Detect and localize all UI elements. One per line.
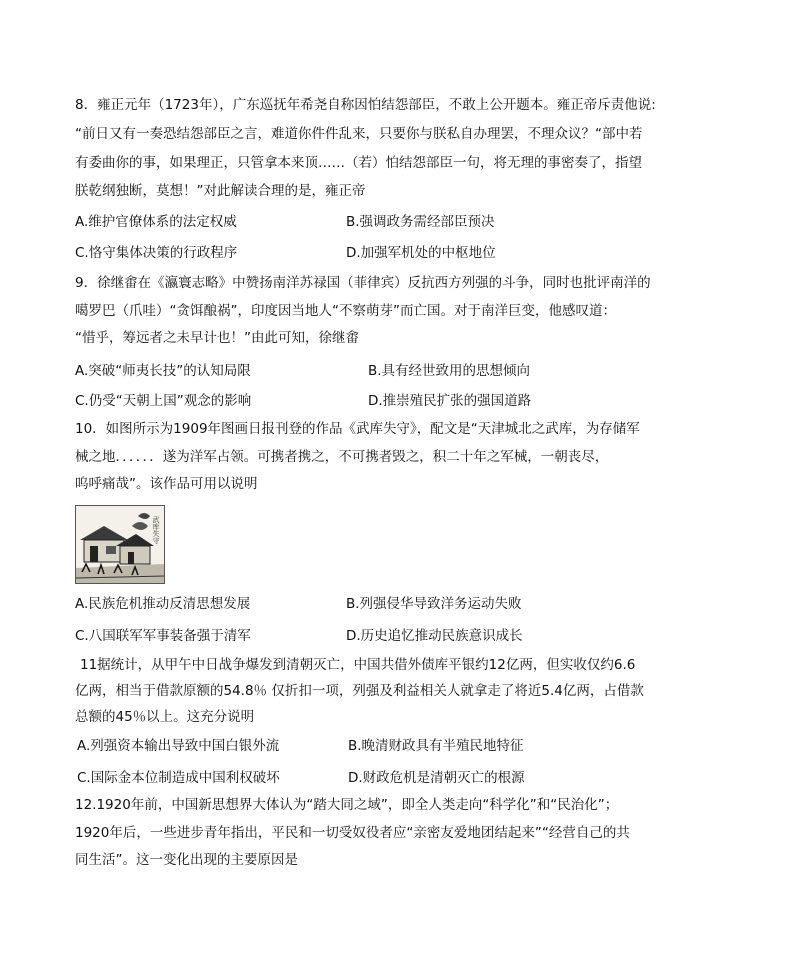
q8-option-a[interactable]: A.维护官僚体系的法定权威 xyxy=(75,214,237,230)
q9-line-3: “惜乎，筹远者之未早计也！”由此可知，徐继畬 xyxy=(75,330,359,346)
q11-line-1: 11据统计，从甲午中日战争爆发到清朝灭亡，中国共借外债库平银约12亿两，但实收仅约6.6 xyxy=(80,657,636,673)
q10-option-b[interactable]: B.列强侵华导致洋务运动失败 xyxy=(346,596,522,612)
ink-drawing-image xyxy=(76,506,164,583)
q11-option-b[interactable]: B.晚清财政具有半殖民地特征 xyxy=(348,738,524,754)
q9-line-1: 9．徐继畬在《瀛寰志略》中赞扬南洋苏禄国（菲律宾）反抗西方列强的斗争，同时也批评南洋的 xyxy=(75,275,651,291)
q10-option-a[interactable]: A.民族危机推动反清思想发展 xyxy=(75,596,251,612)
q11-line-3: 总额的45％以上。这充分说明 xyxy=(75,709,255,725)
q12-line-3: 同生活”。这一变化出现的主要原因是 xyxy=(75,852,298,868)
q8-option-b[interactable]: B.强调政务需经部臣预决 xyxy=(346,214,495,230)
q10-option-d[interactable]: D.历史追忆推动民族意识成长 xyxy=(346,628,523,644)
q11-option-d[interactable]: D.财政危机是清朝灭亡的根源 xyxy=(348,770,525,786)
q8-line-3: 有委曲你的事，如果理正，只管拿本来顶……（若）怕结怨部臣一句，将无理的事密奏了，指望 xyxy=(75,155,642,171)
q10-line-2: 械之地．．．．．．遂为洋军占领。可携者携之，不可携者毁之，积二十年之军械，一朝丧尽， xyxy=(75,449,609,465)
q9-line-2: 噶罗巴（爪哇）“贪饵酿祸”，印度因当地人“不察萌芽”而亡国。对于南洋巨变，他感叹道： xyxy=(75,303,616,319)
q11-option-c[interactable]: C.国际金本位制造成中国利权破坏 xyxy=(77,770,280,786)
q9-option-a[interactable]: A.突破“师夷长技”的认知局限 xyxy=(75,363,251,379)
q11-option-a[interactable]: A.列强资本输出导致中国白银外流 xyxy=(77,738,280,754)
q10-line-3: 呜呼痛哉”。该作品可用以说明 xyxy=(75,476,258,492)
q8-line-2: “前日又有一奏恐结怨部臣之言，难道你件件乱来，只要你与朕私自办理罢，不理众议？“部中若 xyxy=(75,126,643,142)
q8-option-c[interactable]: C.恪守集体决策的行政程序 xyxy=(75,245,238,261)
q12-line-1: 12.1920年前，中国新思想界大体认为“踏大同之域”，即全人类走向“科学化”和“民治化”； xyxy=(75,797,619,813)
q8-line-4: 朕乾纲独断，莫想！”对此解读合理的是，雍正帝 xyxy=(75,183,366,199)
q10-line-1: 10．如图所示为1909年图画日报刊登的作品《武库失守》，配文是“天津城北之武库，为存储军 xyxy=(75,421,640,437)
q9-option-c[interactable]: C.仍受“天朝上国”观念的影响 xyxy=(75,393,252,409)
wuku-shishou-illustration xyxy=(75,505,165,584)
q10-option-c[interactable]: C.八国联军军事装备强于清军 xyxy=(75,628,251,644)
figure-caption: 武库失守 xyxy=(152,516,160,544)
q12-line-2: 1920年后，一些进步青年指出，平民和一切受奴役者应“亲密友爱地团结起来”“经营自己的共 xyxy=(75,825,630,841)
q8-option-d[interactable]: D.加强军机处的中枢地位 xyxy=(346,245,496,261)
q8-line-1: 8．雍正元年（1723年），广东巡抚年希尧自称因怕结怨部臣，不敢上公开题本。雍正帝斥责他说: xyxy=(75,97,656,113)
q9-option-b[interactable]: B.具有经世致用的思想倾向 xyxy=(368,363,531,379)
q11-line-2: 亿两，相当于借款原额的54.8％ 仅折扣一项，列强及利益相关人就拿走了将近5.4亿两，占借款 xyxy=(75,683,644,699)
q9-option-d[interactable]: D.推崇殖民扩张的强国道路 xyxy=(368,393,532,409)
